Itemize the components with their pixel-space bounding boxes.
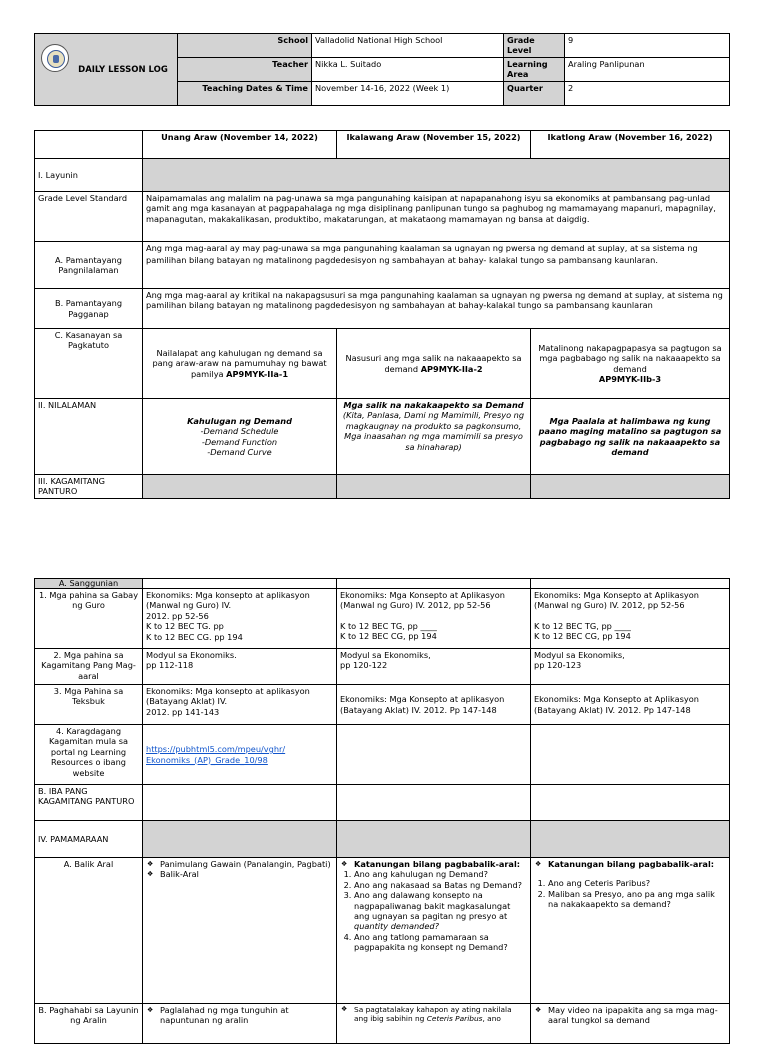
- sang-label: A. Sanggunian: [35, 579, 143, 589]
- ba-label: A. Balik Aral: [35, 858, 143, 1004]
- kag-fill-1: [143, 475, 337, 499]
- ba2-q3: 3. Ano ang dalawang konsepto na nagpapaliwanag bakit magkasalungat ang ugnayan sa pagitan ng presyo at quantity demanded?: [354, 890, 527, 932]
- nil-label: II. NILALAMAN: [35, 399, 143, 475]
- nil2-title: Mga salik na nakakaapekto sa Demand: [343, 400, 524, 410]
- pl3-item: ❖ May video na ipapakita ang sa mga mag-aaral tungkol sa demand: [534, 1005, 726, 1026]
- quarter-value: 2: [565, 82, 730, 106]
- r1-label: 1. Mga pahina sa Gabay ng Guro: [35, 589, 143, 649]
- nil1-title: Kahulugan ng Demand: [187, 415, 292, 426]
- r1-c3-text: Ekonomiks: Mga Konsepto at Aplikasyon (Manwal ng Guro) IV. 2012, pp 52-56: [534, 590, 699, 611]
- pl2-item: ❖ Sa pagtatalakay kahapon ay ating nakilala ang ibig sabihin ng Ceteris Paribus, ano: [340, 1005, 527, 1023]
- grade-value: 9: [565, 34, 730, 58]
- school-label: School: [178, 34, 312, 58]
- r3-c1-text: Ekonomiks: Mga konsepto at aplikasyon (Batayang Aklat) IV.: [146, 686, 310, 707]
- r1-c2-cg: K to 12 BEC CG, pp 194: [340, 631, 437, 642]
- kag-fill-2: [337, 475, 531, 499]
- ba1-list: [146, 859, 333, 880]
- deped-seal-icon: [41, 44, 69, 72]
- iba-fill-2: [337, 785, 531, 821]
- nil1-c: -Demand Curve: [207, 446, 272, 457]
- sang-fill-3: [531, 579, 730, 589]
- pl-label: B. Paghahabi sa Layunin ng Aralin: [35, 1004, 143, 1044]
- nil2-sub: (Kita, Panlasa, Dami ng Mamimili, Presyo ng magkaugnay na produkto sa pagkonsumo, Mga inaasahan ng mga mamimili sa presyo sa hinaharap): [342, 410, 525, 452]
- nil1-a: -Demand Schedule: [200, 426, 279, 437]
- r1-c1-pages: 2012. pp 52-56: [146, 610, 209, 621]
- ba-c1: [143, 858, 337, 1004]
- ba-c2: [337, 858, 531, 1004]
- r1-c2-text: Ekonomiks: Mga Konsepto at Aplikasyon (Manwal ng Guro) IV. 2012, pp 52-56: [340, 590, 505, 611]
- sang-fill-1: [143, 579, 337, 589]
- pam-fill-3: [531, 821, 730, 858]
- layunin-fill: [143, 159, 730, 192]
- pam-fill-1: [143, 821, 337, 858]
- ba3-list: [534, 878, 726, 909]
- kp3-cell: [531, 329, 730, 399]
- r2-label: 2. Mga pahina sa Kagamitang Pang Mag-aaral: [35, 649, 143, 685]
- r1-c3-tg: K to 12 BEC TG, pp ____: [534, 620, 631, 631]
- quarter-label: Quarter: [504, 82, 565, 106]
- sang-fill-2: [337, 579, 531, 589]
- header-table: [34, 33, 730, 106]
- resource-link-cont[interactable]: Ekonomiks_(AP)_Grade_10/98: [146, 754, 268, 765]
- pl1-item: ❖ Paglalahad ng mga tunguhin at napuntunan ng aralin: [146, 1005, 333, 1026]
- nil1-cell: [143, 399, 337, 475]
- ba2-q4: 4. Ano ang tatlong pamamaraan sa pagpapakita ng konsept ng Demand?: [354, 932, 527, 953]
- teacher-value: Nikka L. Suitado: [312, 58, 504, 82]
- objectives-table: [34, 130, 730, 499]
- ba1-item: ❖ Panimulang Gawain (Panalangin, Pagbati): [146, 859, 333, 869]
- r4-c1: [143, 725, 337, 785]
- nil1-b: -Demand Function: [201, 436, 278, 447]
- r2-c1: [143, 649, 337, 685]
- kp2-cell: [337, 329, 531, 399]
- ba2-q1: 1. Ano ang kahulugan ng Demand?: [354, 869, 527, 879]
- kp3-code: AP9MYK-IIb-3: [598, 373, 662, 384]
- r2-c3-pages: pp 120-123: [534, 660, 582, 671]
- day2-header: Ikalawang Araw (November 15, 2022): [337, 131, 531, 159]
- iba-fill-3: [531, 785, 730, 821]
- kp1-cell: [143, 329, 337, 399]
- pam-fill-2: [337, 821, 531, 858]
- r3-c1: [143, 685, 337, 725]
- r3-c1-pages: 2012. pp 141-143: [146, 706, 220, 717]
- ba3-q2: 2. Maliban sa Presyo, ano pa ang mga salik na nakakaapekto sa demand?: [548, 889, 726, 910]
- r3-c3: Ekonomiks: Mga Konsepto at Aplikasyon (Batayang Aklat) IV. 2012. Pp 147-148: [531, 685, 730, 725]
- r1-c1-cg: K to 12 BEC CG. pp 194: [146, 631, 243, 642]
- kp2-code: AP9MYK-IIa-2: [420, 363, 483, 374]
- kp2-text: Nasusuri ang mga salik na nakaaapekto sa demand: [345, 353, 522, 374]
- nil3-cell: [531, 399, 730, 475]
- procedure-table: [34, 578, 730, 1044]
- nil2-cell: [337, 399, 531, 475]
- r1-c1-tg: K to 12 BEC TG. pp: [146, 621, 224, 632]
- r2-c1-text: Modyul sa Ekonomiks.: [146, 650, 237, 660]
- logo-cell: [35, 34, 178, 106]
- kag-fill-3: [531, 475, 730, 499]
- r1-c2: [337, 589, 531, 649]
- corner-cell: [35, 131, 143, 159]
- r2-c1-pages: pp 112-118: [146, 660, 194, 671]
- kp-label: C. Kasanayan sa Pagkatuto: [35, 329, 143, 399]
- ba2-q2: 2. Ano ang nakasaad sa Batas ng Demand?: [354, 880, 527, 890]
- kp1-text: Nailalapat ang kahulugan ng demand sa pang araw-araw na pamumuhay ng bawat pamilya: [152, 347, 327, 379]
- teacher-label: Teacher: [178, 58, 312, 82]
- r2-c2: [337, 649, 531, 685]
- day1-header: Unang Araw (November 14, 2022): [143, 131, 337, 159]
- pg-label: B. Pamantayang Pagganap: [35, 289, 143, 329]
- r2-c2-text: Modyul sa Ekonomiks,: [340, 650, 431, 660]
- ba3-head: ❖ Katanungan bilang pagbabalik-aral:: [534, 859, 726, 869]
- kp1-code: AP9MYK-IIa-1: [226, 368, 289, 379]
- iba-label: B. IBA PANG KAGAMITANG PANTURO: [35, 785, 143, 821]
- dates-value: November 14-16, 2022 (Week 1): [312, 82, 504, 106]
- layunin-label: I. Layunin: [35, 159, 143, 192]
- r3-c2: Ekonomiks: Mga Konsepto at aplikasyon (Batayang Aklat) IV. 2012. Pp 147-148: [337, 685, 531, 725]
- r4-label: 4. Karagdagang Kagamitan mula sa portal ng Learning Resources o ibang website: [35, 725, 143, 785]
- r4-c3: [531, 725, 730, 785]
- ba2-list: [340, 869, 527, 952]
- dates-label: Teaching Dates & Time: [178, 82, 312, 106]
- r4-c2: [337, 725, 531, 785]
- ba1-item: ❖ Balik-Aral: [146, 869, 333, 879]
- r1-c1: [143, 589, 337, 649]
- resource-link[interactable]: https://pubhtml5.com/mpeu/vghr/: [146, 744, 286, 755]
- r1-c2-tg: K to 12 BEC TG, pp ____: [340, 620, 437, 631]
- r2-c2-pages: pp 120-122: [340, 660, 388, 671]
- pp-text: Ang mga mag-aaral ay may pag-unawa sa mga pangunahing kaalaman sa ugnayan ng pwersa ng demand at suplay, at sa sistema ng pamilihan bilang batayan ng matalinong pagdedesisyon ng sambahayan at bahay- kalakal tungo sa pambansang kaunlaran.: [143, 242, 730, 289]
- log-title: DAILY LESSON LOG: [78, 64, 168, 75]
- area-value: Araling Panlipunan: [565, 58, 730, 82]
- pam-label: IV. PAMAMARAAN: [35, 821, 143, 858]
- kag-label: III. KAGAMITANG PANTURO: [35, 475, 143, 499]
- kp3-text: Matalinong nakapagpapasya sa pagtugon sa mga pagbabago ng salik na nakaaapekto sa demand: [538, 342, 722, 374]
- r1-c1-text: Ekonomiks: Mga konsepto at aplikasyon (Manwal ng Guro) IV.: [146, 590, 310, 611]
- r2-c3-text: Modyul sa Ekonomiks,: [534, 650, 625, 660]
- r3-label: 3. Mga Pahina sa Teksbuk: [35, 685, 143, 725]
- school-value: Valladolid National High School: [312, 34, 504, 58]
- ba3-q1: 1. Ano ang Ceteris Paribus?: [548, 878, 726, 888]
- r1-c3: [531, 589, 730, 649]
- r1-c3-cg: K to 12 BEC CG, pp 194: [534, 631, 631, 642]
- pp-label: A. Pamantayang Pangnilalaman: [35, 242, 143, 289]
- gls-text: Naipamamalas ang malalim na pag-unawa sa mga pangunahing kaisipan at napapanahong isyu sa ekonomiks at pambansang pag-unlad gamit ang mga kasanayan at pagpapahalaga ng mga disiplinang panlipunan tungo sa paghubog ng mamamayang mapanuri, mapagnilay, mapanagutan, makakalikasan, produktibo, makatarungan, at makataong mamamayan ng bansa at daigdig.: [143, 192, 730, 242]
- day3-header: Ikatlong Araw (November 16, 2022): [531, 131, 730, 159]
- ba2-head: ❖ Katanungan bilang pagbabalik-aral:: [340, 859, 527, 869]
- r2-c3: [531, 649, 730, 685]
- area-label: Learning Area: [504, 58, 565, 82]
- ba-c3: [531, 858, 730, 1004]
- nil3-title: Mga Paalala at halimbawa ng kung paano maging matalino sa pagtugon sa pagbabago ng salik na nakaaapekto sa demand: [538, 415, 722, 457]
- grade-label: Grade Level: [504, 34, 565, 58]
- iba-fill-1: [143, 785, 337, 821]
- pg-text: Ang mga mag-aaral ay kritikal na nakapagsusuri sa mga pangunahing kaalaman sa ugnayan ng pwersa ng demand at suplay, at sistema ng pamilihan bilang batayan ng matalinong pagdedesisyon ng sambahayan at bahay-kalakal tungo sa pambansang kaunlaran: [143, 289, 730, 329]
- gls-label: Grade Level Standard: [35, 192, 143, 242]
